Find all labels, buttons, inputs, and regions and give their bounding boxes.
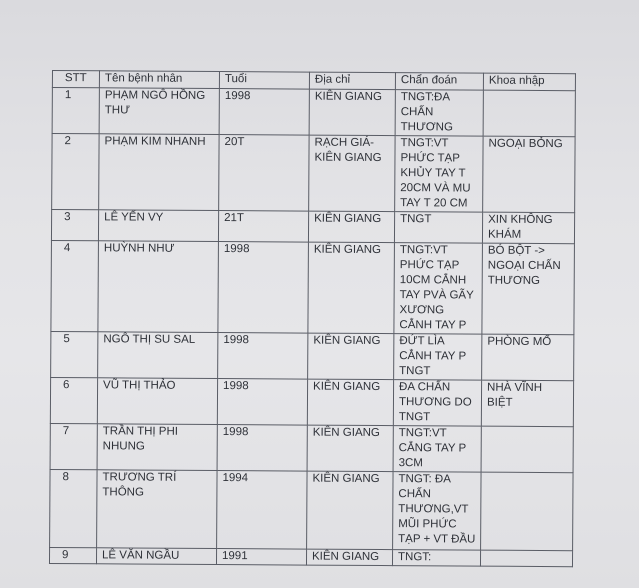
- cell-stt: 9: [49, 547, 96, 563]
- header-address: Địa chỉ: [309, 72, 395, 90]
- cell-patient-name: PHẠM KIM NHANH: [99, 134, 219, 211]
- cell-address: KIÊN GIANG: [307, 379, 393, 426]
- cell-age: 1998: [218, 333, 308, 380]
- cell-admitting-dept: NGOẠI BỎNG: [483, 136, 575, 213]
- cell-diagnosis: TNGT:: [392, 550, 480, 567]
- cell-address: KIÊN GIANG: [308, 211, 394, 243]
- cell-patient-name: TRƯƠNG TRÍ THÔNG: [97, 470, 217, 549]
- cell-patient-name: TRẦN THỊ PHI NHUNG: [97, 424, 217, 471]
- cell-age: 1994: [217, 471, 307, 550]
- cell-age: 1998: [217, 425, 307, 472]
- cell-age: 1998: [219, 89, 309, 136]
- patient-list-sheet: [49, 70, 576, 567]
- table-row: [51, 210, 574, 244]
- cell-stt: 6: [50, 377, 97, 423]
- cell-diagnosis: TNGT: [394, 212, 482, 244]
- cell-patient-name: LÊ YẾN VY: [98, 210, 218, 242]
- cell-age: 1998: [218, 242, 309, 334]
- cell-admitting-dept: [481, 426, 573, 473]
- cell-age: 20T: [219, 135, 309, 212]
- cell-admitting-dept: BÓ BỘT -> NGOẠI CHẤN THƯƠNG: [482, 243, 575, 335]
- cell-stt: 1: [52, 88, 99, 134]
- cell-admitting-dept: [481, 472, 573, 551]
- cell-diagnosis: ĐA CHẤN THƯƠNG DO TNGT: [393, 380, 481, 427]
- table-row: [50, 469, 573, 550]
- cell-address: KIÊN GIANG: [309, 89, 395, 136]
- cell-admitting-dept: [480, 550, 572, 567]
- cell-diagnosis: TNGT:VT PHỨC TẠP 10CM CẲNH TAY PVÀ GÃY XƯƠNG CẲNH TAY P: [394, 243, 483, 335]
- cell-address: RẠCH GIÁ-KIÊN GIANG: [309, 135, 395, 212]
- cell-admitting-dept: [483, 90, 575, 137]
- cell-address: KIÊN GIANG: [307, 425, 393, 472]
- table-row: [50, 423, 573, 472]
- cell-stt: 7: [50, 423, 97, 469]
- cell-age: 1998: [217, 379, 307, 426]
- cell-patient-name: LÊ VĂN NGẦU: [96, 548, 216, 565]
- header-stt: STT: [52, 71, 99, 88]
- table-row: [51, 331, 574, 380]
- cell-patient-name: PHẠM NGÔ HỒNG THƯ: [99, 88, 219, 135]
- cell-diagnosis: TNGT:VT CẲNG TAY P 3CM: [393, 426, 481, 473]
- cell-address: KIÊN GIANG: [308, 333, 394, 380]
- cell-address: KIÊN GIANG: [308, 242, 395, 334]
- cell-stt: 2: [52, 134, 99, 210]
- cell-patient-name: VŨ THỊ THẢO: [97, 378, 217, 425]
- cell-age: 21T: [218, 211, 308, 243]
- cell-patient-name: HUỲNH NHƯ: [98, 241, 219, 333]
- header-admitting-dept: Khoa nhập: [483, 73, 575, 91]
- header-age: Tuổi: [219, 72, 309, 90]
- cell-patient-name: NGÔ THỊ SU SAL: [98, 332, 218, 379]
- cell-diagnosis: TNGT:ĐA CHẤN THƯƠNG: [395, 90, 483, 137]
- cell-admitting-dept: NHÀ VĨNH BIỆT: [481, 380, 573, 427]
- table-row: [51, 240, 575, 334]
- cell-diagnosis: TNGT: ĐA CHẤN THƯƠNG,VT MŨI PHỨC TẠP + VT ĐẦU: [393, 472, 481, 551]
- cell-stt: 8: [50, 469, 97, 547]
- table-row: [50, 377, 573, 426]
- cell-diagnosis: ĐỨT LÌA CẲNH TAY P TNGT: [394, 334, 482, 381]
- cell-stt: 4: [51, 240, 99, 331]
- cell-address: KIÊN GIANG: [307, 471, 393, 550]
- table-row: [52, 88, 575, 137]
- table-row: [49, 547, 572, 566]
- table-row: [52, 134, 575, 213]
- cell-age: 1991: [216, 549, 306, 566]
- header-diagnosis: Chẩn đoán: [395, 73, 483, 91]
- cell-admitting-dept: XIN KHÔNG KHÁM: [482, 212, 574, 244]
- cell-stt: 3: [51, 210, 98, 241]
- patient-table: [49, 70, 576, 567]
- header-patient-name: Tên bệnh nhân: [99, 71, 219, 89]
- cell-stt: 5: [51, 331, 98, 377]
- cell-diagnosis: TNGT:VT PHỨC TẠP KHỦY TAY T 20CM VÀ MU TAY T 20 CM: [395, 136, 483, 213]
- cell-admitting-dept: PHÒNG MỔ: [482, 334, 574, 381]
- cell-address: KIÊN GIANG: [306, 549, 392, 566]
